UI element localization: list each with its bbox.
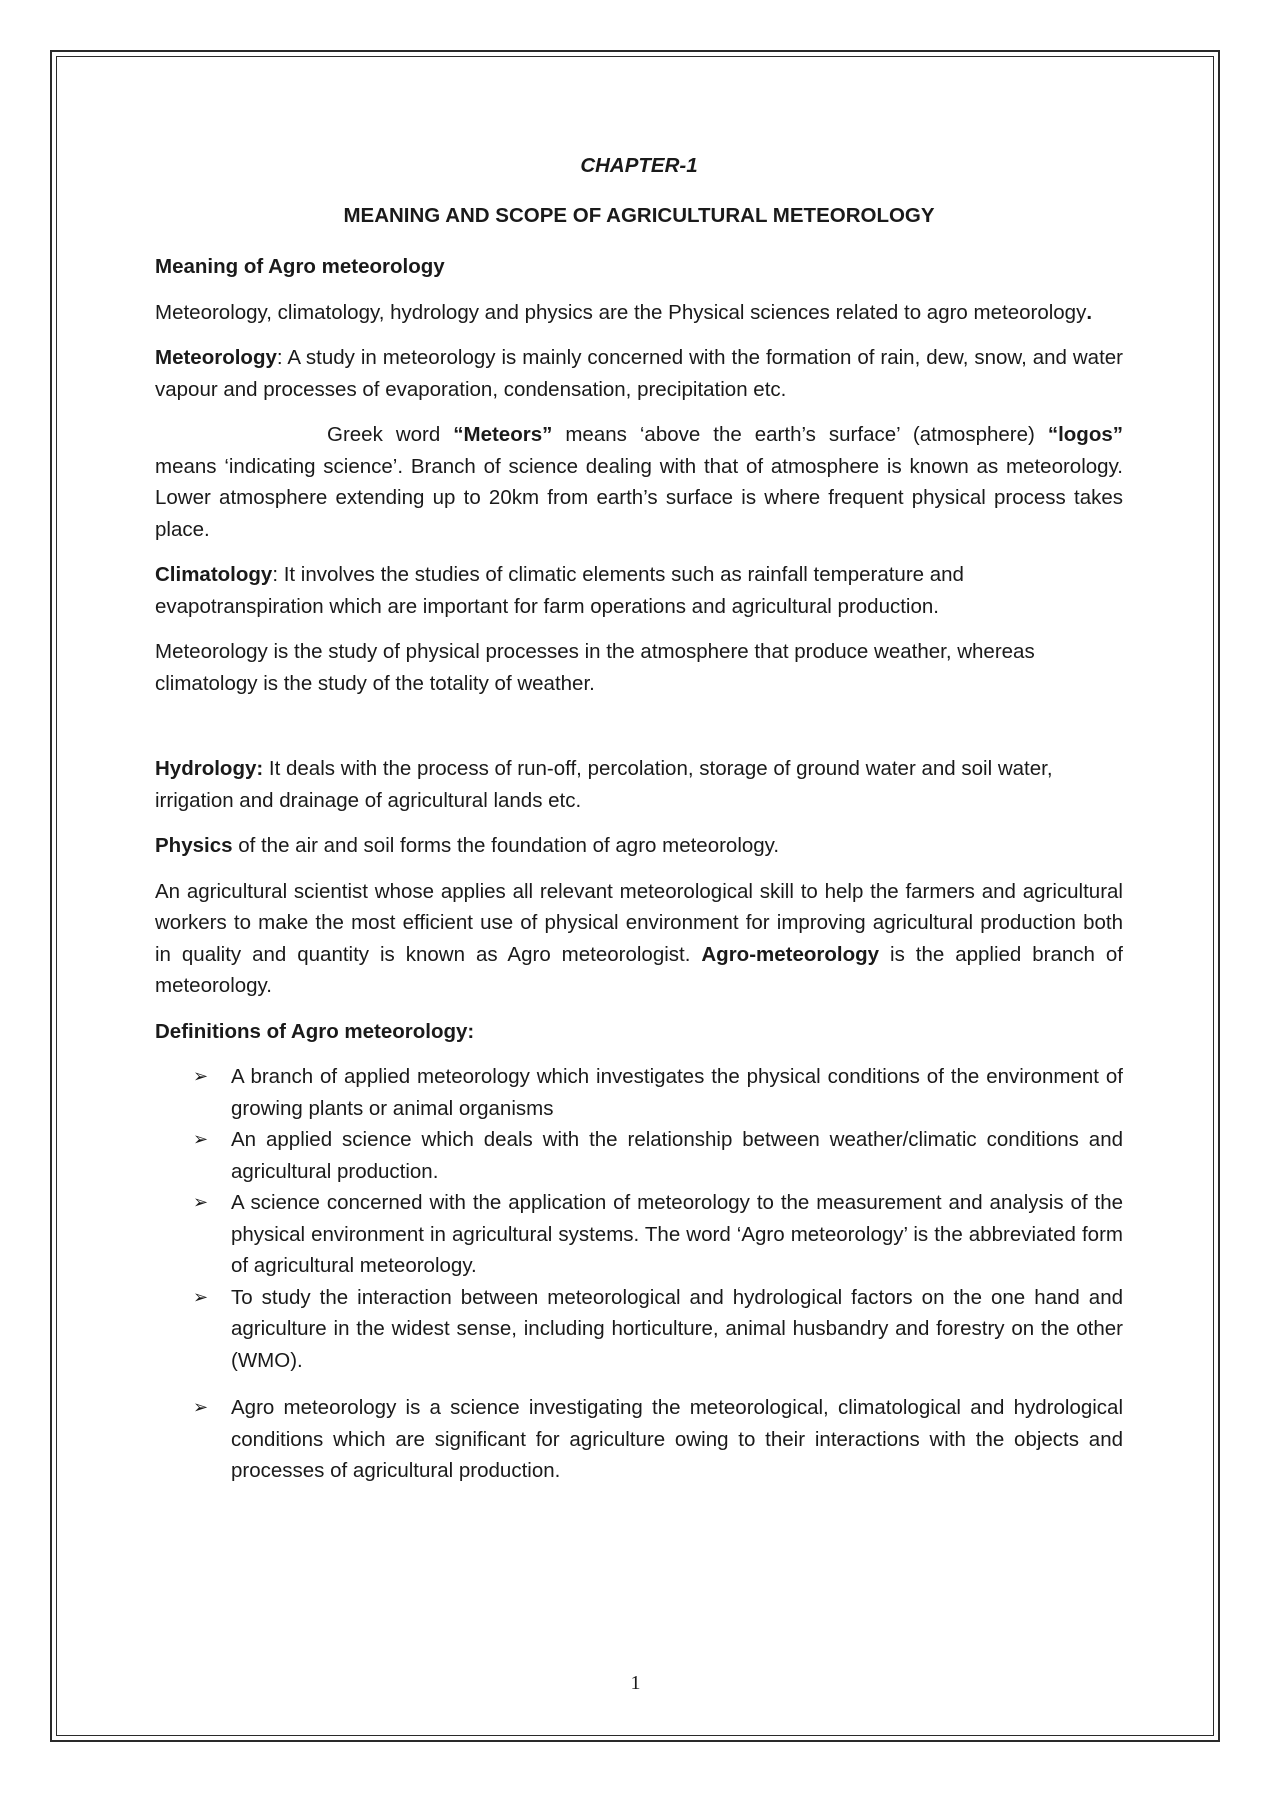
arrow-bullet-icon: ➢ xyxy=(193,1066,209,1087)
greek-word-meteors: “Meteors” xyxy=(453,423,553,446)
climatology-term: Climatology xyxy=(155,563,273,586)
chapter-label: CHAPTER-1 xyxy=(580,154,698,177)
intro-text: Meteorology, climatology, hydrology and physics are the Physical sciences related to agro meteorology xyxy=(155,300,1087,324)
physics-paragraph xyxy=(155,830,1123,862)
definition-text: An applied science which deals with the relationship between weather/climatic conditions and agricultural production. xyxy=(231,1128,1123,1183)
definition-text: Agro meteorology is a science investigating the meteorological, climatological and hydrological conditions which are significant for agriculture owing to their interactions with the objects and processes of agricultural production. xyxy=(231,1396,1123,1482)
spacer xyxy=(155,713,1123,753)
greek-word-logos: “logos” xyxy=(1047,423,1123,446)
list-item xyxy=(193,1392,1123,1487)
arrow-bullet-icon: ➢ xyxy=(193,1192,209,1213)
scientist-pre: An agricultural scientist whose applies all relevant meteorological skill to help the farmers and agricultural workers to make the most efficient use of physical environment for improving agricultural production both in quality and quantity is known as Agro meteorologist. xyxy=(155,879,1123,966)
arrow-bullet-icon: ➢ xyxy=(193,1286,209,1308)
agro-meteorology-term: Agro-meteorology xyxy=(701,942,880,966)
meteorology-paragraph xyxy=(155,342,1123,405)
list-item xyxy=(193,1187,1123,1282)
hydrology-paragraph xyxy=(155,753,1123,816)
list-item xyxy=(193,1282,1123,1377)
arrow-bullet-icon: ➢ xyxy=(193,1129,209,1150)
list-item xyxy=(193,1061,1123,1124)
climatology-paragraph xyxy=(155,559,1123,622)
greek-paragraph xyxy=(155,419,1123,545)
definition-text: A branch of applied meteorology which investigates the physical conditions of the environment of growing plants or animal organisms xyxy=(231,1065,1123,1120)
list-item xyxy=(193,1124,1123,1187)
greek-pre: Greek word xyxy=(327,423,454,446)
met-vs-clim-paragraph: Meteorology is the study of physical processes in the atmosphere that produce weather, whereas climatology is the study of the totality of weather. xyxy=(155,640,1035,695)
climatology-text: : It involves the studies of climatic elements such as rainfall temperature and evapotranspiration which are important for farm operations and agricultural production. xyxy=(155,563,964,618)
intro-paragraph xyxy=(155,297,1123,329)
definition-text: A science concerned with the application of meteorology to the measurement and analysis of the physical environment in agricultural systems. The word ‘Agro meteorology’ is the abbreviated form of agricultural meteorology. xyxy=(231,1191,1123,1277)
meteorology-text: : A study in meteorology is mainly concerned with the formation of rain, dew, snow, and water vapour and processes of evaporation, condensation, precipitation etc. xyxy=(155,346,1123,401)
greek-post: means ‘indicating science’. Branch of science dealing with that of atmosphere is known as meteorology. Lower atmosphere extending up to 20km from earth’s surface is where frequent physical process takes place. xyxy=(155,454,1123,541)
hydrology-term: Hydrology: xyxy=(155,757,264,780)
meaning-heading: Meaning of Agro meteorology xyxy=(155,255,445,278)
definition-text: To study the interaction between meteorological and hydrological factors on the one hand and agriculture in the widest sense, including horticulture, animal husbandry and forestry on the other (WMO). xyxy=(231,1285,1123,1372)
greek-mid: means ‘above the earth’s surface’ (atmosphere) xyxy=(552,423,1048,446)
scientist-post: is the applied branch of meteorology. xyxy=(155,942,1123,997)
page-title: MEANING AND SCOPE OF AGRICULTURAL METEOROLOGY xyxy=(343,203,935,227)
hydrology-text: It deals with the process of run-off, percolation, storage of ground water and soil water, irrigation and drainage of agricultural lands etc. xyxy=(155,757,1053,812)
page-number: 1 xyxy=(630,1672,641,1694)
scientist-paragraph xyxy=(155,876,1123,1002)
physics-text: of the air and soil forms the foundation of agro meteorology. xyxy=(232,834,780,857)
arrow-bullet-icon: ➢ xyxy=(193,1397,209,1418)
definitions-heading: Definitions of Agro meteorology: xyxy=(155,1019,475,1043)
physics-term: Physics xyxy=(155,834,233,857)
intro-period: . xyxy=(1086,300,1093,324)
definitions-list xyxy=(155,1061,1123,1487)
document-body xyxy=(155,150,1123,1487)
meteorology-term: Meteorology xyxy=(155,346,277,369)
